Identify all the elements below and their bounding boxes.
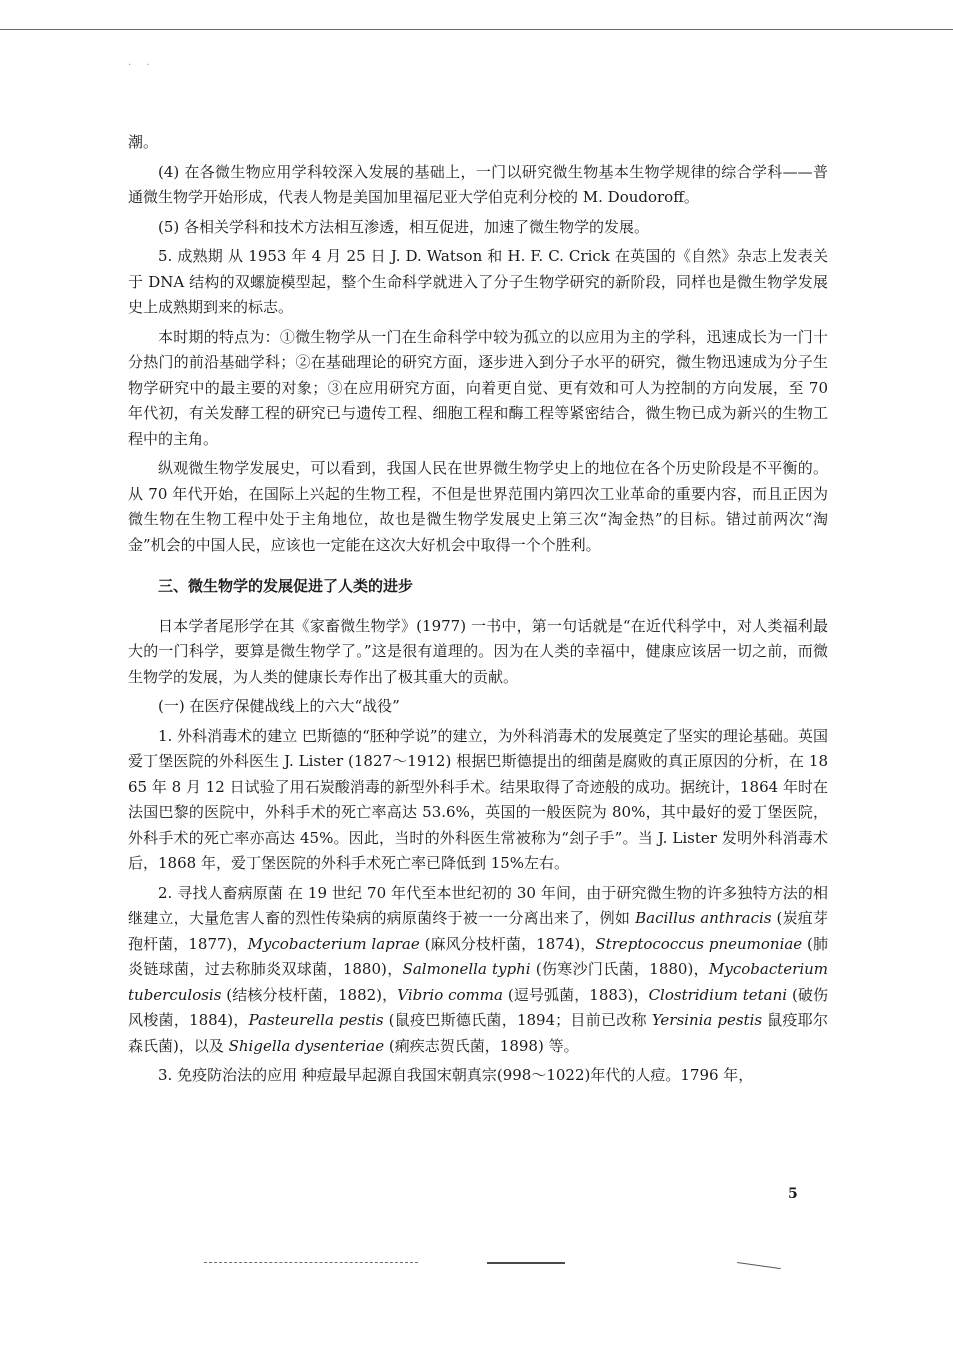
paragraph-continuation: 潮。: [128, 133, 159, 151]
text-run: (逗号弧菌，1883)，: [502, 985, 649, 1004]
subsection-heading-1: (一) 在医疗保健战线上的六大“战役”: [158, 697, 400, 715]
species-name: Salmonella typhi: [402, 960, 531, 978]
paragraph-period-features: 本时期的特点为：①微生物学从一门在生命科学中较为孤立的以应用为主的学科，迅速成长为一门十分热门的前沿基础学科；②在基础理论的研究方面，逐步进入到分子水平的研究，微生物迅速成为分子生物学研究中的最主要的对象；③在应用研究方面，向着更自觉、更有效和可人为控制的方向发展，至 70 年代初，有关发酵工程的研究已与遗传工程、细胞工程和酶工程等紧密结合，微生物已成为新兴的生物工程中的主角。: [128, 327, 828, 448]
text-run: (炭疽芽孢杆菌，1877)，: [128, 909, 828, 953]
paragraph-item-5: (5) 各相关学科和技术方法相互渗透，相互促进，加速了微生物学的发展。: [158, 217, 650, 236]
species-name: Mycobacterium tuberculosis: [128, 960, 828, 1004]
scan-specks: · ·: [128, 60, 156, 71]
footer-scan-mark: [737, 1262, 781, 1271]
text-run: (破伤风梭菌，1884)，: [128, 985, 829, 1029]
paragraph-japanese-scholar: 日本学者尾形学在其《家畜微生物学》(1977) 一书中，第一句话就是“在近代科学中，对人类福利最大的一门科学，要算是微生物学了。”这是很有道理的。因为在人类的幸福中，健康应该居一切之前，而微生物学的发展，为人类的健康长寿作出了极其重大的贡献。: [128, 616, 828, 686]
species-name: Shigella dysenteriae: [228, 1036, 385, 1055]
text-run: (麻风分枝杆菌，1874)，: [419, 934, 596, 953]
text-run: 鼠疫耶尔森氏菌)，以及: [128, 1011, 828, 1055]
text-run: (鼠疫巴斯德氏菌，1894；目前已改称: [383, 1011, 652, 1029]
footer-rule-solid: [487, 1262, 565, 1266]
species-name: Clostridium tetani: [648, 985, 788, 1004]
paragraph-item-4: (4) 在各微生物应用学科较深入发展的基础上，一门以研究微生物基本生物学规律的综合学科——普通微生物学开始形成，代表人物是美国加里福尼亚大学伯克利分校的 M. Doudoroff。: [128, 162, 828, 206]
species-name: Yersinia pestis: [651, 1011, 763, 1029]
footer-rule-dashed: [204, 1262, 418, 1265]
paragraph-maturity-period: 5. 成熟期 从 1953 年 4 月 25 日 J. D. Watson 和 H. F. C. Crick 在英国的《自然》杂志上发表关于 DNA 结构的双螺旋模型起，整个生命科学就进入了分子生物学研究的新阶段，同样也是微生物学发展史上成熟期到来的标志。: [128, 247, 828, 316]
text-run: (痢疾志贺氏菌，1898) 等。: [384, 1036, 579, 1055]
paragraph-immunization: 3. 免疫防治法的应用 种痘最早起源自我国宋朝真宗(998～1022)年代的人痘。1796 年，: [158, 1066, 754, 1084]
text-run: 2. 寻找人畜病原菌 在 19 世纪 70 年代至本世纪初的 30 年间，由于研究微生物的许多独特方法的相继建立，大量危害人畜的烈性传染病的病原菌终于被一一分离出来了，例如: [128, 883, 828, 927]
paragraph-surgical-antisepsis: 1. 外科消毒术的建立 巴斯德的“胚种学说”的建立，为外科消毒术的发展奠定了坚实的理论基础。英国爱丁堡医院的外科医生 J. Lister (1827～1912) 根据巴斯德提出的细菌是腐败的真正原因的分析，在 1865 年 8 月 12 日试验了用石炭酸消毒的新型外科手术。结果取得了奇迹般的成功。据统计，1864 年时在法国巴黎的医院中，外科手术的死亡率高达 53.6%，英国的一般医院为 80%，其中最好的爱丁堡医院，外科手术的死亡率亦高达 45%。因此，当时的外科医生常被称为“刽子手”。当 J. Lister 发明外科消毒术后，1868 年，爱丁堡医院的外科手术死亡率已降低到 15%左右。: [128, 726, 828, 872]
text-run: (伤寒沙门氏菌，1880)，: [530, 960, 710, 978]
species-name: Bacillus anthracis: [635, 909, 772, 927]
document-body: [128, 130, 828, 1093]
species-name: Streptococcus pneumoniae: [595, 934, 803, 953]
paragraph-pathogens: [128, 881, 828, 1060]
species-name: Mycobacterium laprae: [247, 934, 420, 953]
text-run: (肺炎链球菌，过去称肺炎双球菌，1880)，: [128, 934, 828, 978]
text-run: (结核分枝杆菌，1882)，: [221, 985, 398, 1004]
top-rule: [0, 29, 953, 30]
page-number: 5: [788, 1186, 798, 1202]
paragraph-history-overview: 纵观微生物学发展史，可以看到，我国人民在世界微生物学史上的地位在各个历史阶段是不平衡的。从 70 年代开始，在国际上兴起的生物工程，不但是世界范围内第四次工业革命的重要内容，而且正因为微生物在生物工程中处于主角地位，故也是微生物学发展史上第三次“淘金热”的目标。错过前两次“淘金”机会的中国人民，应该也一定能在这次大好机会中取得一个个胜利。: [128, 459, 828, 554]
species-name: Vibrio comma: [397, 985, 503, 1004]
section-heading-3: 三、微生物学的发展促进了人类的进步: [158, 577, 414, 595]
species-name: Pasteurella pestis: [248, 1011, 384, 1029]
